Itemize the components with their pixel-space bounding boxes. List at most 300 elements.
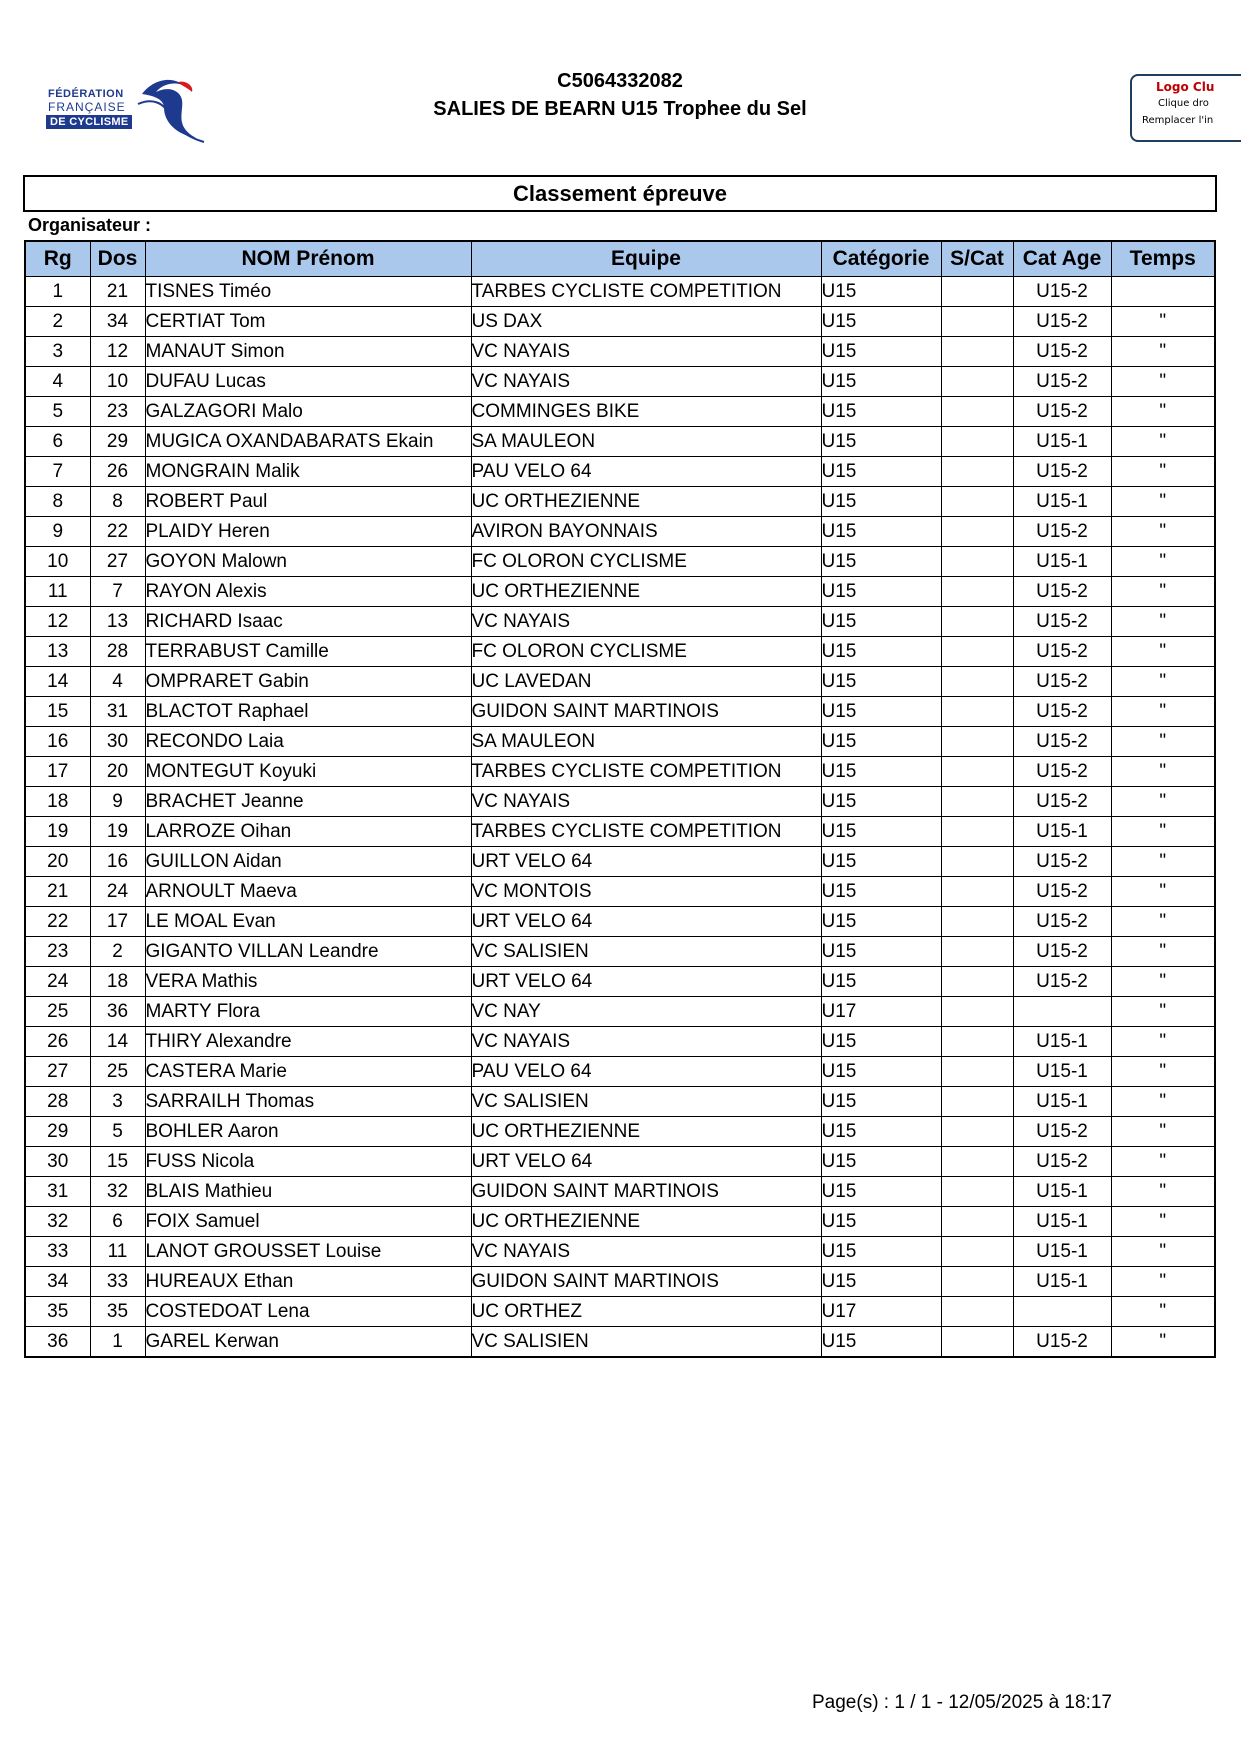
equipe-cell: VC NAYAIS: [471, 337, 821, 367]
nom-cell: BOHLER Aaron: [145, 1117, 471, 1147]
club-logo-line1: Logo Clu: [1156, 80, 1215, 94]
rg-cell: 34: [25, 1267, 90, 1297]
scat-cell: [941, 817, 1013, 847]
equipe-cell: GUIDON SAINT MARTINOIS: [471, 1177, 821, 1207]
categorie-cell: U15: [821, 517, 941, 547]
equipe-cell: VC SALISIEN: [471, 1327, 821, 1358]
catage-cell: U15-1: [1013, 817, 1111, 847]
rg-cell: 15: [25, 697, 90, 727]
table-row: [25, 517, 1215, 547]
table-row: [25, 1117, 1215, 1147]
scat-cell: [941, 427, 1013, 457]
scat-cell: [941, 997, 1013, 1027]
scat-cell: [941, 847, 1013, 877]
equipe-cell: SA MAULEON: [471, 427, 821, 457]
nom-cell: GALZAGORI Malo: [145, 397, 471, 427]
categorie-cell: U15: [821, 607, 941, 637]
scat-cell: [941, 337, 1013, 367]
nom-cell: LE MOAL Evan: [145, 907, 471, 937]
dos-cell: 20: [90, 757, 145, 787]
nom-cell: FOIX Samuel: [145, 1207, 471, 1237]
temps-cell: ": [1111, 397, 1215, 427]
dos-cell: 32: [90, 1177, 145, 1207]
temps-cell: ": [1111, 877, 1215, 907]
rg-cell: 28: [25, 1087, 90, 1117]
rg-cell: 36: [25, 1327, 90, 1358]
ffc-logo-line3: DE CYCLISME: [46, 115, 132, 129]
nom-cell: PLAIDY Heren: [145, 517, 471, 547]
dos-cell: 15: [90, 1147, 145, 1177]
categorie-cell: U15: [821, 787, 941, 817]
equipe-cell: TARBES CYCLISTE COMPETITION: [471, 757, 821, 787]
dos-cell: 26: [90, 457, 145, 487]
dos-cell: 22: [90, 517, 145, 547]
dos-cell: 36: [90, 997, 145, 1027]
categorie-cell: U15: [821, 427, 941, 457]
equipe-cell: TARBES CYCLISTE COMPETITION: [471, 277, 821, 307]
temps-cell: ": [1111, 427, 1215, 457]
nom-cell: GIGANTO VILLAN Leandre: [145, 937, 471, 967]
rg-cell: 9: [25, 517, 90, 547]
dos-cell: 23: [90, 397, 145, 427]
results-table: [24, 240, 1216, 1358]
club-logo-line2: Clique dro: [1158, 98, 1209, 109]
dos-cell: 31: [90, 697, 145, 727]
nom-cell: MONGRAIN Malik: [145, 457, 471, 487]
equipe-cell: UC ORTHEZ: [471, 1297, 821, 1327]
temps-cell: ": [1111, 1117, 1215, 1147]
nom-cell: GOYON Malown: [145, 547, 471, 577]
catage-cell: U15-2: [1013, 637, 1111, 667]
rg-cell: 17: [25, 757, 90, 787]
dos-cell: 18: [90, 967, 145, 997]
nom-cell: RECONDO Laia: [145, 727, 471, 757]
col-header-dos: Dos: [90, 241, 145, 277]
catage-cell: U15-2: [1013, 727, 1111, 757]
equipe-cell: PAU VELO 64: [471, 1057, 821, 1087]
temps-cell: ": [1111, 517, 1215, 547]
table-row: [25, 1327, 1215, 1358]
catage-cell: [1013, 1297, 1111, 1327]
table-header-row: [25, 241, 1215, 277]
catage-cell: U15-2: [1013, 607, 1111, 637]
catage-cell: U15-2: [1013, 787, 1111, 817]
scat-cell: [941, 967, 1013, 997]
equipe-cell: UC ORTHEZIENNE: [471, 1117, 821, 1147]
temps-cell: ": [1111, 607, 1215, 637]
temps-cell: ": [1111, 1207, 1215, 1237]
table-row: [25, 997, 1215, 1027]
catage-cell: U15-2: [1013, 967, 1111, 997]
nom-cell: TISNES Timéo: [145, 277, 471, 307]
scat-cell: [941, 577, 1013, 607]
catage-cell: U15-1: [1013, 1237, 1111, 1267]
equipe-cell: FC OLORON CYCLISME: [471, 637, 821, 667]
catage-cell: U15-1: [1013, 427, 1111, 457]
temps-cell: ": [1111, 967, 1215, 997]
dos-cell: 27: [90, 547, 145, 577]
catage-cell: U15-2: [1013, 397, 1111, 427]
table-row: [25, 697, 1215, 727]
temps-cell: ": [1111, 577, 1215, 607]
table-row: [25, 577, 1215, 607]
scat-cell: [941, 547, 1013, 577]
rg-cell: 23: [25, 937, 90, 967]
equipe-cell: URT VELO 64: [471, 1147, 821, 1177]
categorie-cell: U15: [821, 727, 941, 757]
equipe-cell: UC ORTHEZIENNE: [471, 577, 821, 607]
table-row: [25, 1207, 1215, 1237]
scat-cell: [941, 277, 1013, 307]
nom-cell: MARTY Flora: [145, 997, 471, 1027]
table-row: [25, 307, 1215, 337]
catage-cell: U15-2: [1013, 757, 1111, 787]
rg-cell: 4: [25, 367, 90, 397]
temps-cell: ": [1111, 787, 1215, 817]
equipe-cell: URT VELO 64: [471, 847, 821, 877]
rg-cell: 31: [25, 1177, 90, 1207]
scat-cell: [941, 937, 1013, 967]
dos-cell: 29: [90, 427, 145, 457]
table-row: [25, 757, 1215, 787]
dos-cell: 12: [90, 337, 145, 367]
table-row: [25, 1297, 1215, 1327]
rg-cell: 35: [25, 1297, 90, 1327]
equipe-cell: GUIDON SAINT MARTINOIS: [471, 697, 821, 727]
rg-cell: 11: [25, 577, 90, 607]
table-row: [25, 277, 1215, 307]
equipe-cell: US DAX: [471, 307, 821, 337]
nom-cell: MUGICA OXANDABARATS Ekain: [145, 427, 471, 457]
rg-cell: 5: [25, 397, 90, 427]
dos-cell: 7: [90, 577, 145, 607]
table-row: [25, 1267, 1215, 1297]
scat-cell: [941, 787, 1013, 817]
equipe-cell: VC SALISIEN: [471, 937, 821, 967]
scat-cell: [941, 1237, 1013, 1267]
rg-cell: 24: [25, 967, 90, 997]
nom-cell: BLAIS Mathieu: [145, 1177, 471, 1207]
dos-cell: 33: [90, 1267, 145, 1297]
scat-cell: [941, 1327, 1013, 1358]
catage-cell: U15-2: [1013, 667, 1111, 697]
club-logo-line3: Remplacer l'in: [1142, 115, 1214, 126]
ffc-logo-line2: FRANÇAISE: [48, 100, 126, 114]
equipe-cell: URT VELO 64: [471, 907, 821, 937]
table-row: [25, 1237, 1215, 1267]
dos-cell: 3: [90, 1087, 145, 1117]
categorie-cell: U15: [821, 1267, 941, 1297]
catage-cell: U15-2: [1013, 577, 1111, 607]
catage-cell: U15-1: [1013, 1087, 1111, 1117]
catage-cell: U15-2: [1013, 367, 1111, 397]
temps-cell: ": [1111, 367, 1215, 397]
categorie-cell: U15: [821, 547, 941, 577]
categorie-cell: U15: [821, 277, 941, 307]
equipe-cell: VC NAYAIS: [471, 607, 821, 637]
catage-cell: U15-2: [1013, 1117, 1111, 1147]
dos-cell: 25: [90, 1057, 145, 1087]
col-header-categorie: Catégorie: [821, 241, 941, 277]
table-row: [25, 907, 1215, 937]
equipe-cell: PAU VELO 64: [471, 457, 821, 487]
categorie-cell: U15: [821, 1177, 941, 1207]
nom-cell: BLACTOT Raphael: [145, 697, 471, 727]
nom-cell: OMPRARET Gabin: [145, 667, 471, 697]
categorie-cell: U15: [821, 937, 941, 967]
temps-cell: ": [1111, 547, 1215, 577]
table-row: [25, 1057, 1215, 1087]
temps-cell: ": [1111, 1057, 1215, 1087]
scat-cell: [941, 307, 1013, 337]
temps-cell: ": [1111, 487, 1215, 517]
dos-cell: 21: [90, 277, 145, 307]
scat-cell: [941, 1297, 1013, 1327]
dos-cell: 28: [90, 637, 145, 667]
rg-cell: 25: [25, 997, 90, 1027]
dos-cell: 14: [90, 1027, 145, 1057]
rg-cell: 3: [25, 337, 90, 367]
page-footer: Page(s) : 1 / 1 - 12/05/2025 à 18:17: [812, 1692, 1112, 1713]
dos-cell: 5: [90, 1117, 145, 1147]
dos-cell: 9: [90, 787, 145, 817]
ffc-logo: [44, 76, 204, 146]
catage-cell: U15-1: [1013, 487, 1111, 517]
scat-cell: [941, 607, 1013, 637]
equipe-cell: VC NAY: [471, 997, 821, 1027]
dos-cell: 24: [90, 877, 145, 907]
temps-cell: ": [1111, 337, 1215, 367]
table-row: [25, 967, 1215, 997]
equipe-cell: URT VELO 64: [471, 967, 821, 997]
table-row: [25, 397, 1215, 427]
nom-cell: ROBERT Paul: [145, 487, 471, 517]
scat-cell: [941, 1267, 1013, 1297]
catage-cell: [1013, 997, 1111, 1027]
dos-cell: 6: [90, 1207, 145, 1237]
categorie-cell: U15: [821, 1207, 941, 1237]
catage-cell: U15-2: [1013, 307, 1111, 337]
equipe-cell: COMMINGES BIKE: [471, 397, 821, 427]
nom-cell: DUFAU Lucas: [145, 367, 471, 397]
categorie-cell: U15: [821, 1327, 941, 1358]
rg-cell: 30: [25, 1147, 90, 1177]
nom-cell: CASTERA Marie: [145, 1057, 471, 1087]
categorie-cell: U15: [821, 337, 941, 367]
dos-cell: 1: [90, 1327, 145, 1358]
dos-cell: 2: [90, 937, 145, 967]
rg-cell: 21: [25, 877, 90, 907]
dos-cell: 17: [90, 907, 145, 937]
rg-cell: 6: [25, 427, 90, 457]
dos-cell: 35: [90, 1297, 145, 1327]
catage-cell: U15-2: [1013, 1327, 1111, 1358]
categorie-cell: U15: [821, 877, 941, 907]
nom-cell: TERRABUST Camille: [145, 637, 471, 667]
categorie-cell: U15: [821, 967, 941, 997]
temps-cell: ": [1111, 847, 1215, 877]
col-header-scat: S/Cat: [941, 241, 1013, 277]
table-row: [25, 727, 1215, 757]
table-row: [25, 547, 1215, 577]
categorie-cell: U15: [821, 697, 941, 727]
rg-cell: 2: [25, 307, 90, 337]
catage-cell: U15-1: [1013, 547, 1111, 577]
catage-cell: U15-1: [1013, 1027, 1111, 1057]
col-header-catage: Cat Age: [1013, 241, 1111, 277]
equipe-cell: UC ORTHEZIENNE: [471, 487, 821, 517]
rg-cell: 7: [25, 457, 90, 487]
categorie-cell: U15: [821, 487, 941, 517]
rg-cell: 16: [25, 727, 90, 757]
temps-cell: ": [1111, 457, 1215, 487]
rg-cell: 32: [25, 1207, 90, 1237]
categorie-cell: U17: [821, 997, 941, 1027]
temps-cell: ": [1111, 1177, 1215, 1207]
equipe-cell: SA MAULEON: [471, 727, 821, 757]
rg-cell: 20: [25, 847, 90, 877]
dos-cell: 8: [90, 487, 145, 517]
nom-cell: FUSS Nicola: [145, 1147, 471, 1177]
nom-cell: BRACHET Jeanne: [145, 787, 471, 817]
categorie-cell: U15: [821, 397, 941, 427]
scat-cell: [941, 667, 1013, 697]
scat-cell: [941, 877, 1013, 907]
rg-cell: 13: [25, 637, 90, 667]
scat-cell: [941, 397, 1013, 427]
rg-cell: 26: [25, 1027, 90, 1057]
dos-cell: 19: [90, 817, 145, 847]
categorie-cell: U15: [821, 907, 941, 937]
scat-cell: [941, 697, 1013, 727]
temps-cell: ": [1111, 1297, 1215, 1327]
catage-cell: U15-2: [1013, 697, 1111, 727]
temps-cell: [1111, 277, 1215, 307]
nom-cell: GAREL Kerwan: [145, 1327, 471, 1358]
dos-cell: 13: [90, 607, 145, 637]
rg-cell: 27: [25, 1057, 90, 1087]
categorie-cell: U15: [821, 847, 941, 877]
nom-cell: SARRAILH Thomas: [145, 1087, 471, 1117]
temps-cell: ": [1111, 997, 1215, 1027]
categorie-cell: U15: [821, 1087, 941, 1117]
nom-cell: RAYON Alexis: [145, 577, 471, 607]
ffc-swoosh-icon: [134, 76, 206, 144]
rg-cell: 8: [25, 487, 90, 517]
temps-cell: ": [1111, 637, 1215, 667]
dos-cell: 30: [90, 727, 145, 757]
rg-cell: 18: [25, 787, 90, 817]
temps-cell: ": [1111, 307, 1215, 337]
table-row: [25, 1027, 1215, 1057]
categorie-cell: U15: [821, 577, 941, 607]
temps-cell: ": [1111, 907, 1215, 937]
table-row: [25, 877, 1215, 907]
temps-cell: ": [1111, 817, 1215, 847]
scat-cell: [941, 757, 1013, 787]
table-row: [25, 1147, 1215, 1177]
categorie-cell: U15: [821, 1027, 941, 1057]
categorie-cell: U15: [821, 667, 941, 697]
categorie-cell: U15: [821, 817, 941, 847]
nom-cell: ARNOULT Maeva: [145, 877, 471, 907]
col-header-rg: Rg: [25, 241, 90, 277]
equipe-cell: VC NAYAIS: [471, 1237, 821, 1267]
table-row: [25, 847, 1215, 877]
nom-cell: GUILLON Aidan: [145, 847, 471, 877]
event-code: C5064332082: [557, 70, 683, 92]
categorie-cell: U15: [821, 457, 941, 487]
nom-cell: LARROZE Oihan: [145, 817, 471, 847]
ffc-logo-line1: FÉDÉRATION: [48, 88, 124, 100]
scat-cell: [941, 727, 1013, 757]
nom-cell: THIRY Alexandre: [145, 1027, 471, 1057]
categorie-cell: U15: [821, 1057, 941, 1087]
organisateur-label: Organisateur :: [28, 215, 152, 235]
equipe-cell: VC NAYAIS: [471, 367, 821, 397]
rg-cell: 10: [25, 547, 90, 577]
equipe-cell: UC LAVEDAN: [471, 667, 821, 697]
rg-cell: 19: [25, 817, 90, 847]
table-row: [25, 787, 1215, 817]
table-row: [25, 457, 1215, 487]
scat-cell: [941, 1117, 1013, 1147]
catage-cell: U15-1: [1013, 1207, 1111, 1237]
rg-cell: 22: [25, 907, 90, 937]
rg-cell: 33: [25, 1237, 90, 1267]
scat-cell: [941, 367, 1013, 397]
dos-cell: 34: [90, 307, 145, 337]
classement-title: Classement épreuve: [23, 175, 1217, 212]
equipe-cell: AVIRON BAYONNAIS: [471, 517, 821, 547]
categorie-cell: U15: [821, 307, 941, 337]
catage-cell: U15-1: [1013, 1267, 1111, 1297]
nom-cell: MANAUT Simon: [145, 337, 471, 367]
scat-cell: [941, 1057, 1013, 1087]
equipe-cell: VC MONTOIS: [471, 877, 821, 907]
table-row: [25, 667, 1215, 697]
temps-cell: ": [1111, 937, 1215, 967]
catage-cell: U15-2: [1013, 847, 1111, 877]
col-header-nom: NOM Prénom: [145, 241, 471, 277]
nom-cell: CERTIAT Tom: [145, 307, 471, 337]
equipe-cell: FC OLORON CYCLISME: [471, 547, 821, 577]
club-logo-placeholder[interactable]: [1130, 74, 1241, 142]
nom-cell: MONTEGUT Koyuki: [145, 757, 471, 787]
scat-cell: [941, 1027, 1013, 1057]
categorie-cell: U15: [821, 1147, 941, 1177]
nom-cell: HUREAUX Ethan: [145, 1267, 471, 1297]
table-row: [25, 1177, 1215, 1207]
equipe-cell: VC NAYAIS: [471, 1027, 821, 1057]
nom-cell: RICHARD Isaac: [145, 607, 471, 637]
temps-cell: ": [1111, 727, 1215, 757]
table-row: [25, 817, 1215, 847]
temps-cell: ": [1111, 1027, 1215, 1057]
table-row: [25, 337, 1215, 367]
rg-cell: 12: [25, 607, 90, 637]
catage-cell: U15-2: [1013, 277, 1111, 307]
rg-cell: 29: [25, 1117, 90, 1147]
scat-cell: [941, 1207, 1013, 1237]
dos-cell: 11: [90, 1237, 145, 1267]
temps-cell: ": [1111, 697, 1215, 727]
equipe-cell: TARBES CYCLISTE COMPETITION: [471, 817, 821, 847]
col-header-temps: Temps: [1111, 241, 1215, 277]
table-row: [25, 637, 1215, 667]
scat-cell: [941, 1147, 1013, 1177]
catage-cell: U15-1: [1013, 1057, 1111, 1087]
